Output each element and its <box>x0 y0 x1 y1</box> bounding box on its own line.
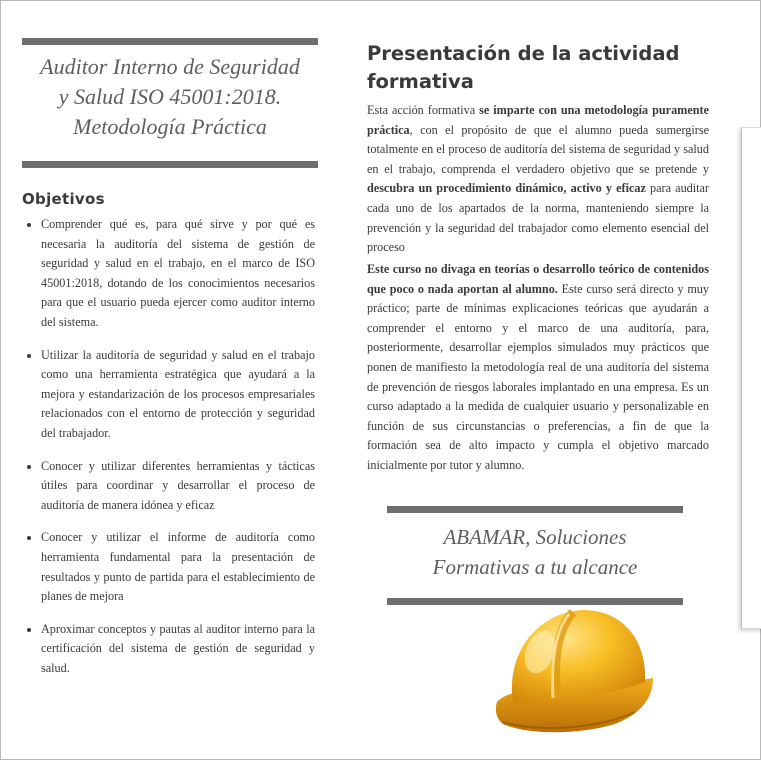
p1-text-2: , con el propósito de que el alumno pueda sumergirse totalmente en el proceso de auditoría del sistema de seguridad y salud en el trabajo, comprenda el verdadero objetivo que se pretende y <box>367 122 709 176</box>
course-title-line-3: Metodología Práctica <box>73 114 267 139</box>
objectives-heading: Objetivos <box>22 190 105 208</box>
p1-text-3: para auditar cada uno de los apartados de la norma, manteniendo siempre la prevención y la seguridad del trabajador como elemento esencial del proceso <box>367 181 709 255</box>
company-slogan-line-1: ABAMAR, Soluciones <box>443 525 627 549</box>
hard-hat-icon <box>495 590 655 735</box>
p1-text-1: Esta acción formativa <box>367 103 480 117</box>
side-panel-edge <box>741 127 761 629</box>
objective-item: • Utilizar la auditoría de seguridad y salud en el trabajo como una herramienta estratégica que ayudará a la mejora y estandarización de los procesos empresariales relacionados con el entorno de protección y seguridad del trabajador. <box>41 346 315 444</box>
presentation-paragraph-1 <box>367 101 709 258</box>
objective-item: • Conocer y utilizar el informe de auditoría como herramienta fundamental para la presentación de resultados y punto de partida para el establecimiento de planes de mejora <box>41 528 315 606</box>
company-slogan-line-2: Formativas a tu alcance <box>432 555 638 579</box>
company-slogan <box>387 522 683 582</box>
title-top-bar <box>22 38 318 45</box>
course-title-line-1: Auditor Interno de Seguridad <box>40 54 300 79</box>
p1-bold-2: descubra un procedimiento dinámico, activo y eficaz <box>367 181 646 196</box>
objective-item: • Conocer y utilizar diferentes herramientas y tácticas útiles para coordinar y desarrollar el proceso de auditoría de manera idónea y eficaz <box>41 457 315 516</box>
presentation-heading: Presentación de la actividad formativa <box>367 42 680 93</box>
p1-bold-1: se imparte con una metodología puramente práctica <box>367 103 709 137</box>
p2-bold-1: Este curso no divaga en teorías o desarrollo teórico de contenidos que poco o nada aportan al alumno. <box>367 262 709 296</box>
course-title <box>22 52 318 142</box>
objective-item: • Comprender qué es, para qué sirve y por qué es necesaria la auditoría del sistema de gestión de seguridad y salud en el trabajo, en el marco de ISO 45001:2018, dotando de los conocimientos necesarios para que el usuario pueda ejercer como auditor interno del sistema. <box>41 215 315 333</box>
objectives-list <box>22 215 315 691</box>
p2-text-1: Este curso será directo y muy práctico; parte de mínimas explicaciones teóricas que ayudarán a comprender el entorno y el marco de una auditoría, para, posteriormente, desarrollar ejemplos simulados muy prácticos que ponen de manifiesto la metodología real de una auditoría del sistema de prevención de riesgos laborales implantado en una empresa. Es un curso adaptado a la medida de cualquier usuario y personalizable en función de sus circunstancias o preferencias, a fin de que la formación sea de alto impacto y cumpla el objetivo marcado inicialmente por tutor y alumno. <box>367 281 709 472</box>
slogan-top-bar <box>387 506 683 513</box>
course-title-line-2: y Salud ISO 45001:2018. <box>58 84 282 109</box>
presentation-paragraph-2 <box>367 260 709 476</box>
title-bottom-bar <box>22 161 318 168</box>
objective-item: • Aproximar conceptos y pautas al auditor interno para la certificación del sistema de gestión de seguridad y salud. <box>41 620 315 679</box>
